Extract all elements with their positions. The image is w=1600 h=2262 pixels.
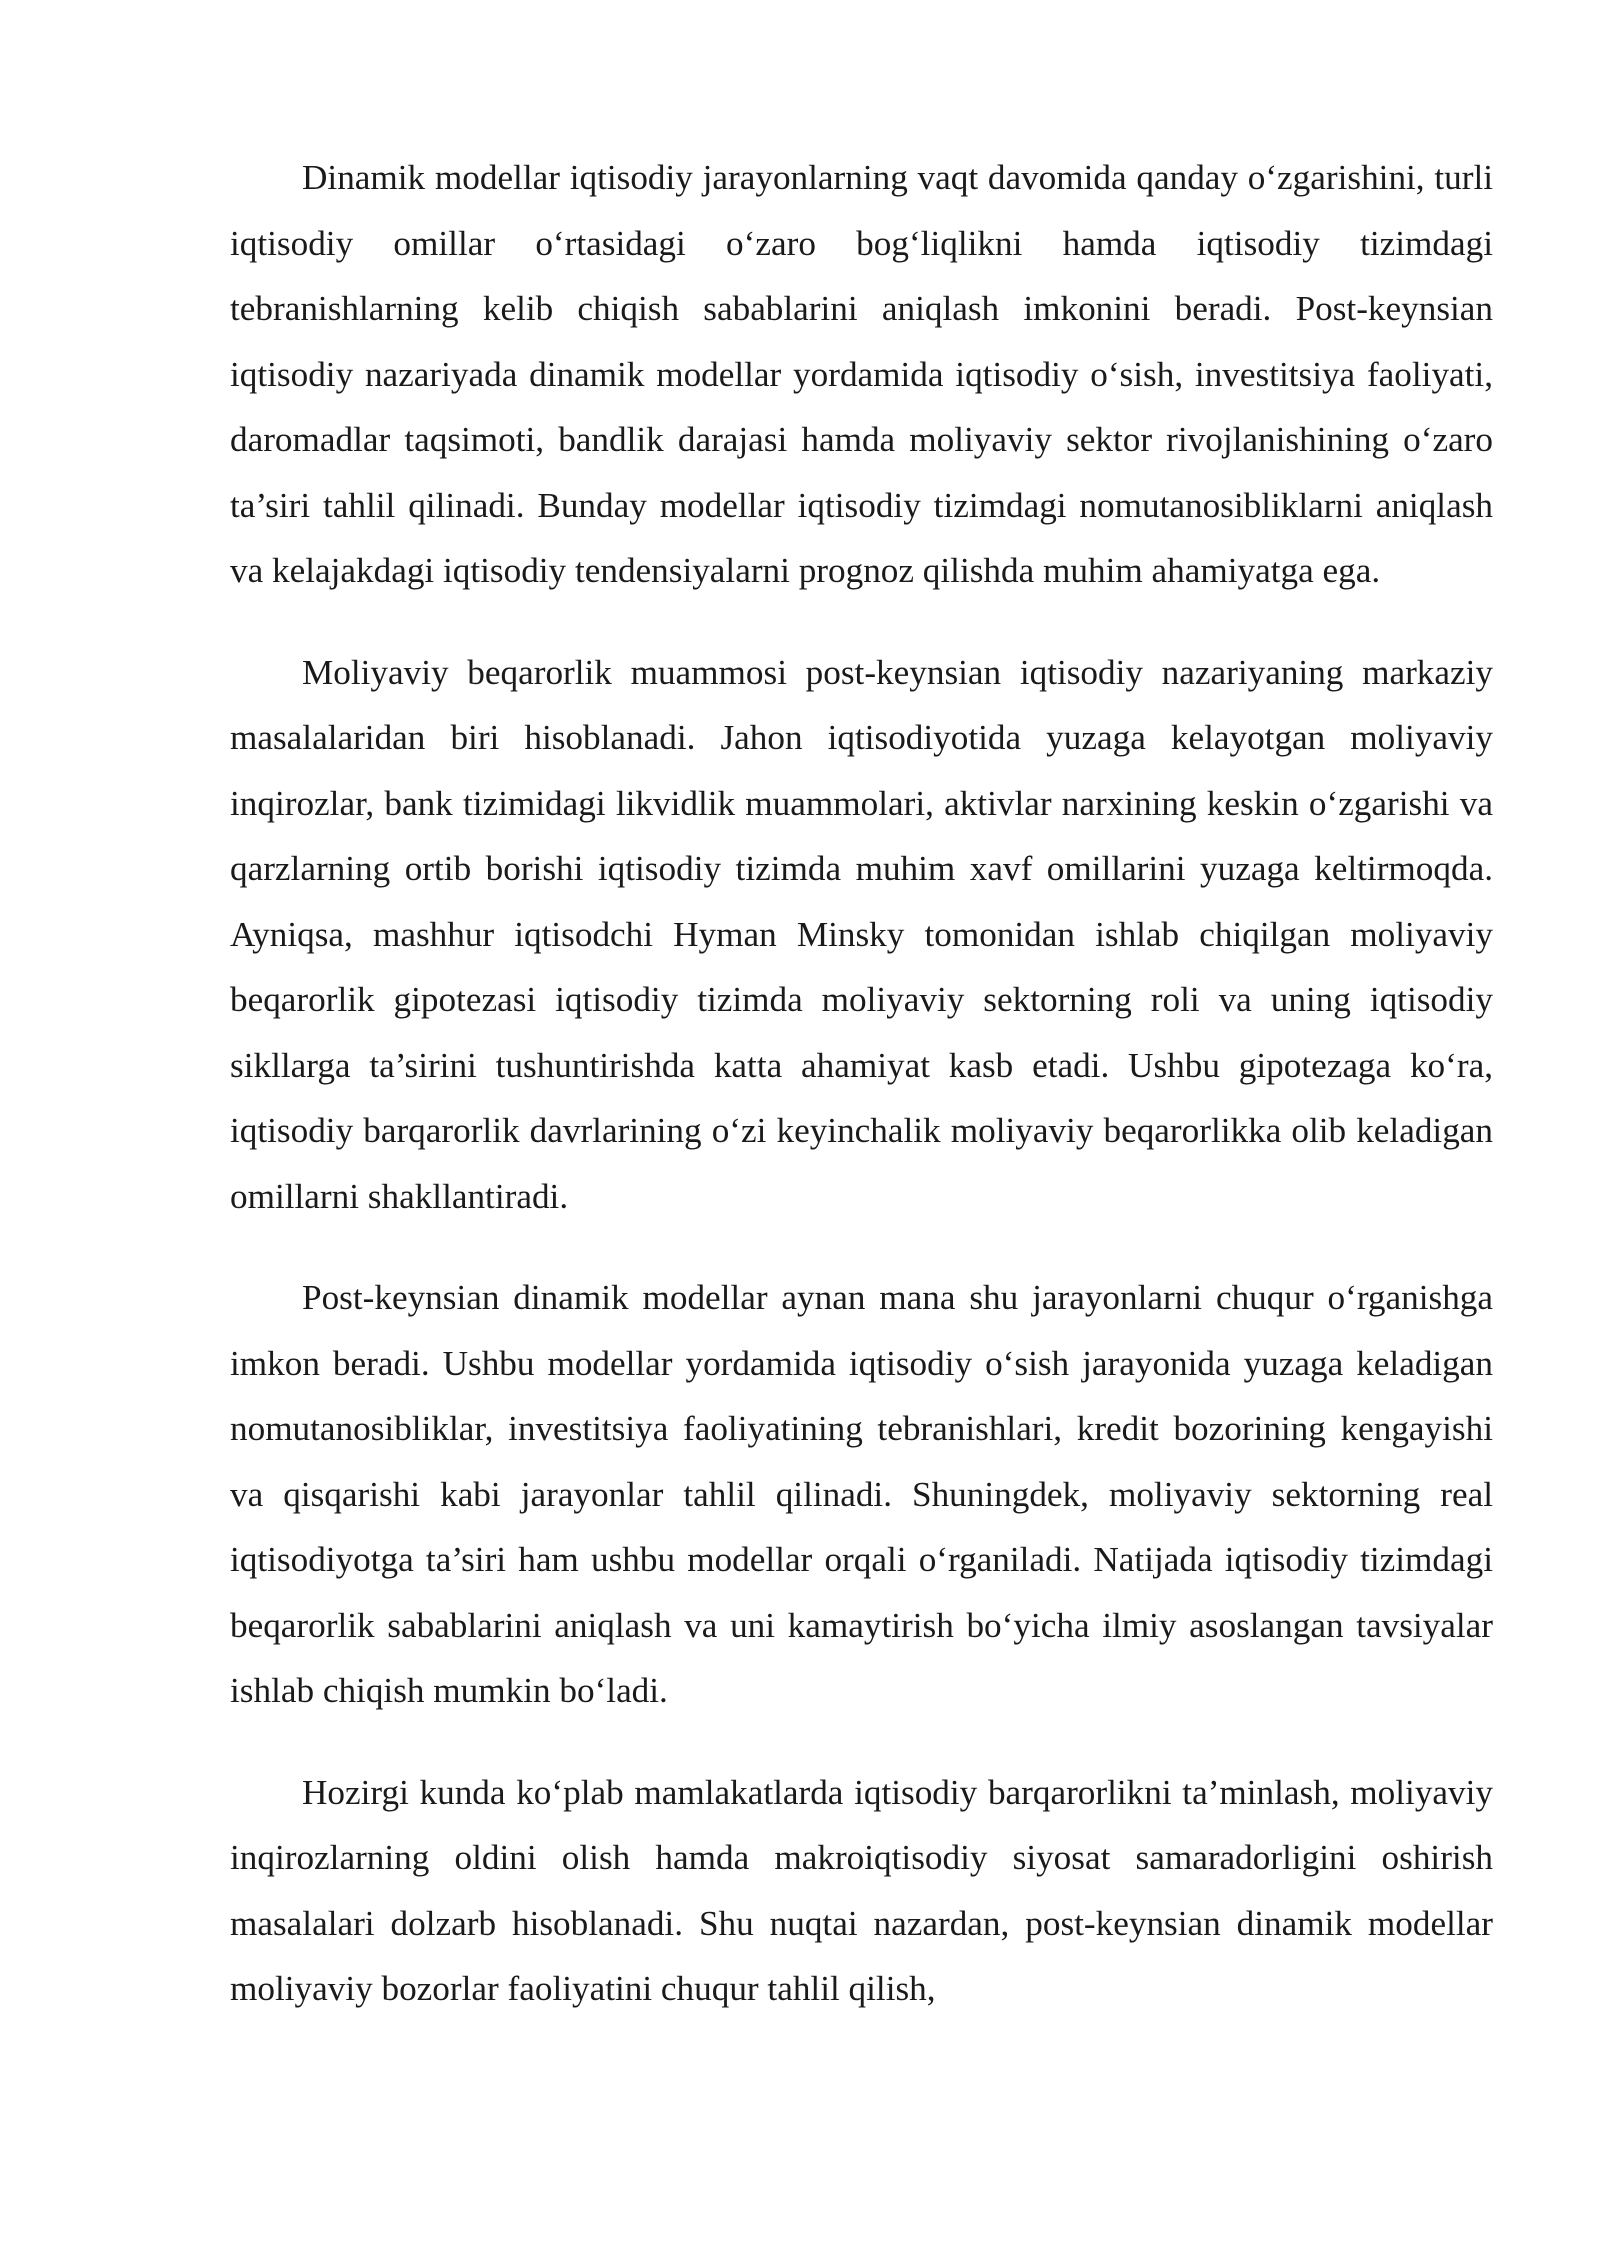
paragraph-3: Post-keynsian dinamik modellar aynan mana shu jarayonlarni chuqur o‘rganishga imkon beradi. Ushbu modellar yordamida iqtisodiy o‘sish jarayonida yuzaga keladigan nomutanosibliklar, investitsiya faoliyatining tebranishlari, kredit bozorining kengayishi va qisqarishi kabi jarayonlar tahlil qilinadi. Shuningdek, moliyaviy sektorning real iqtisodiyotga ta’siri ham ushbu modellar orqali o‘rganiladi. Natijada iqtisodiy tizimdagi beqarorlik sabablarini aniqlash va uni kamaytirish bo‘yicha ilmiy asoslangan tavsiyalar ishlab chiqish mumkin bo‘ladi. bbox=[230, 1278, 1493, 1710]
paragraph-4: Hozirgi kunda ko‘plab mamlakatlarda iqtisodiy barqarorlikni ta’minlash, moliyaviy inqirozlarning oldini olish hamda makroiqtisodiy siyosat samaradorligini oshirish masalalari dolzarb hisoblanadi. Shu nuqtai nazardan, post-keynsian dinamik modellar moliyaviy bozorlar faoliyatini chuqur tahlil qilish, bbox=[230, 1772, 1493, 2008]
document-body bbox=[230, 145, 1493, 2058]
paragraph-2: Moliyaviy beqarorlik muammosi post-keynsian iqtisodiy nazariyaning markaziy masalalaridan biri hisoblanadi. Jahon iqtisodiyotida yuzaga kelayotgan moliyaviy inqirozlar, bank tizimidagi likvidlik muammolari, aktivlar narxining keskin o‘zgarishi va qarzlarning ortib borishi iqtisodiy tizimda muhim xavf omillarini yuzaga keltirmoqda. Ayniqsa, mashhur iqtisodchi Hyman Minsky tomonidan ishlab chiqilgan moliyaviy beqarorlik gipotezasi iqtisodiy tizimda moliyaviy sektorning roli va uning iqtisodiy sikllarga ta’sirini tushuntirishda katta ahamiyat kasb etadi. Ushbu gipotezaga ko‘ra, iqtisodiy barqarorlik davrlarining o‘zi keyinchalik moliyaviy beqarorlikka olib keladigan omillarni shakllantiradi. bbox=[230, 652, 1493, 1216]
paragraph-1: Dinamik modellar iqtisodiy jarayonlarning vaqt davomida qanday o‘zgarishini, turli iqtisodiy omillar o‘rtasidagi o‘zaro bog‘liqlikni hamda iqtisodiy tizimdagi tebranishlarning kelib chiqish sabablarini aniqlash imkonini beradi. Post-keynsian iqtisodiy nazariyada dinamik modellar yordamida iqtisodiy o‘sish, investitsiya faoliyati, daromadlar taqsimoti, bandlik darajasi hamda moliyaviy sektor rivojlanishining o‘zaro ta’siri tahlil qilinadi. Bunday modellar iqtisodiy tizimdagi nomutanosibliklarni aniqlash va kelajakdagi iqtisodiy tendensiyalarni prognoz qilishda muhim ahamiyatga ega. bbox=[230, 158, 1493, 590]
